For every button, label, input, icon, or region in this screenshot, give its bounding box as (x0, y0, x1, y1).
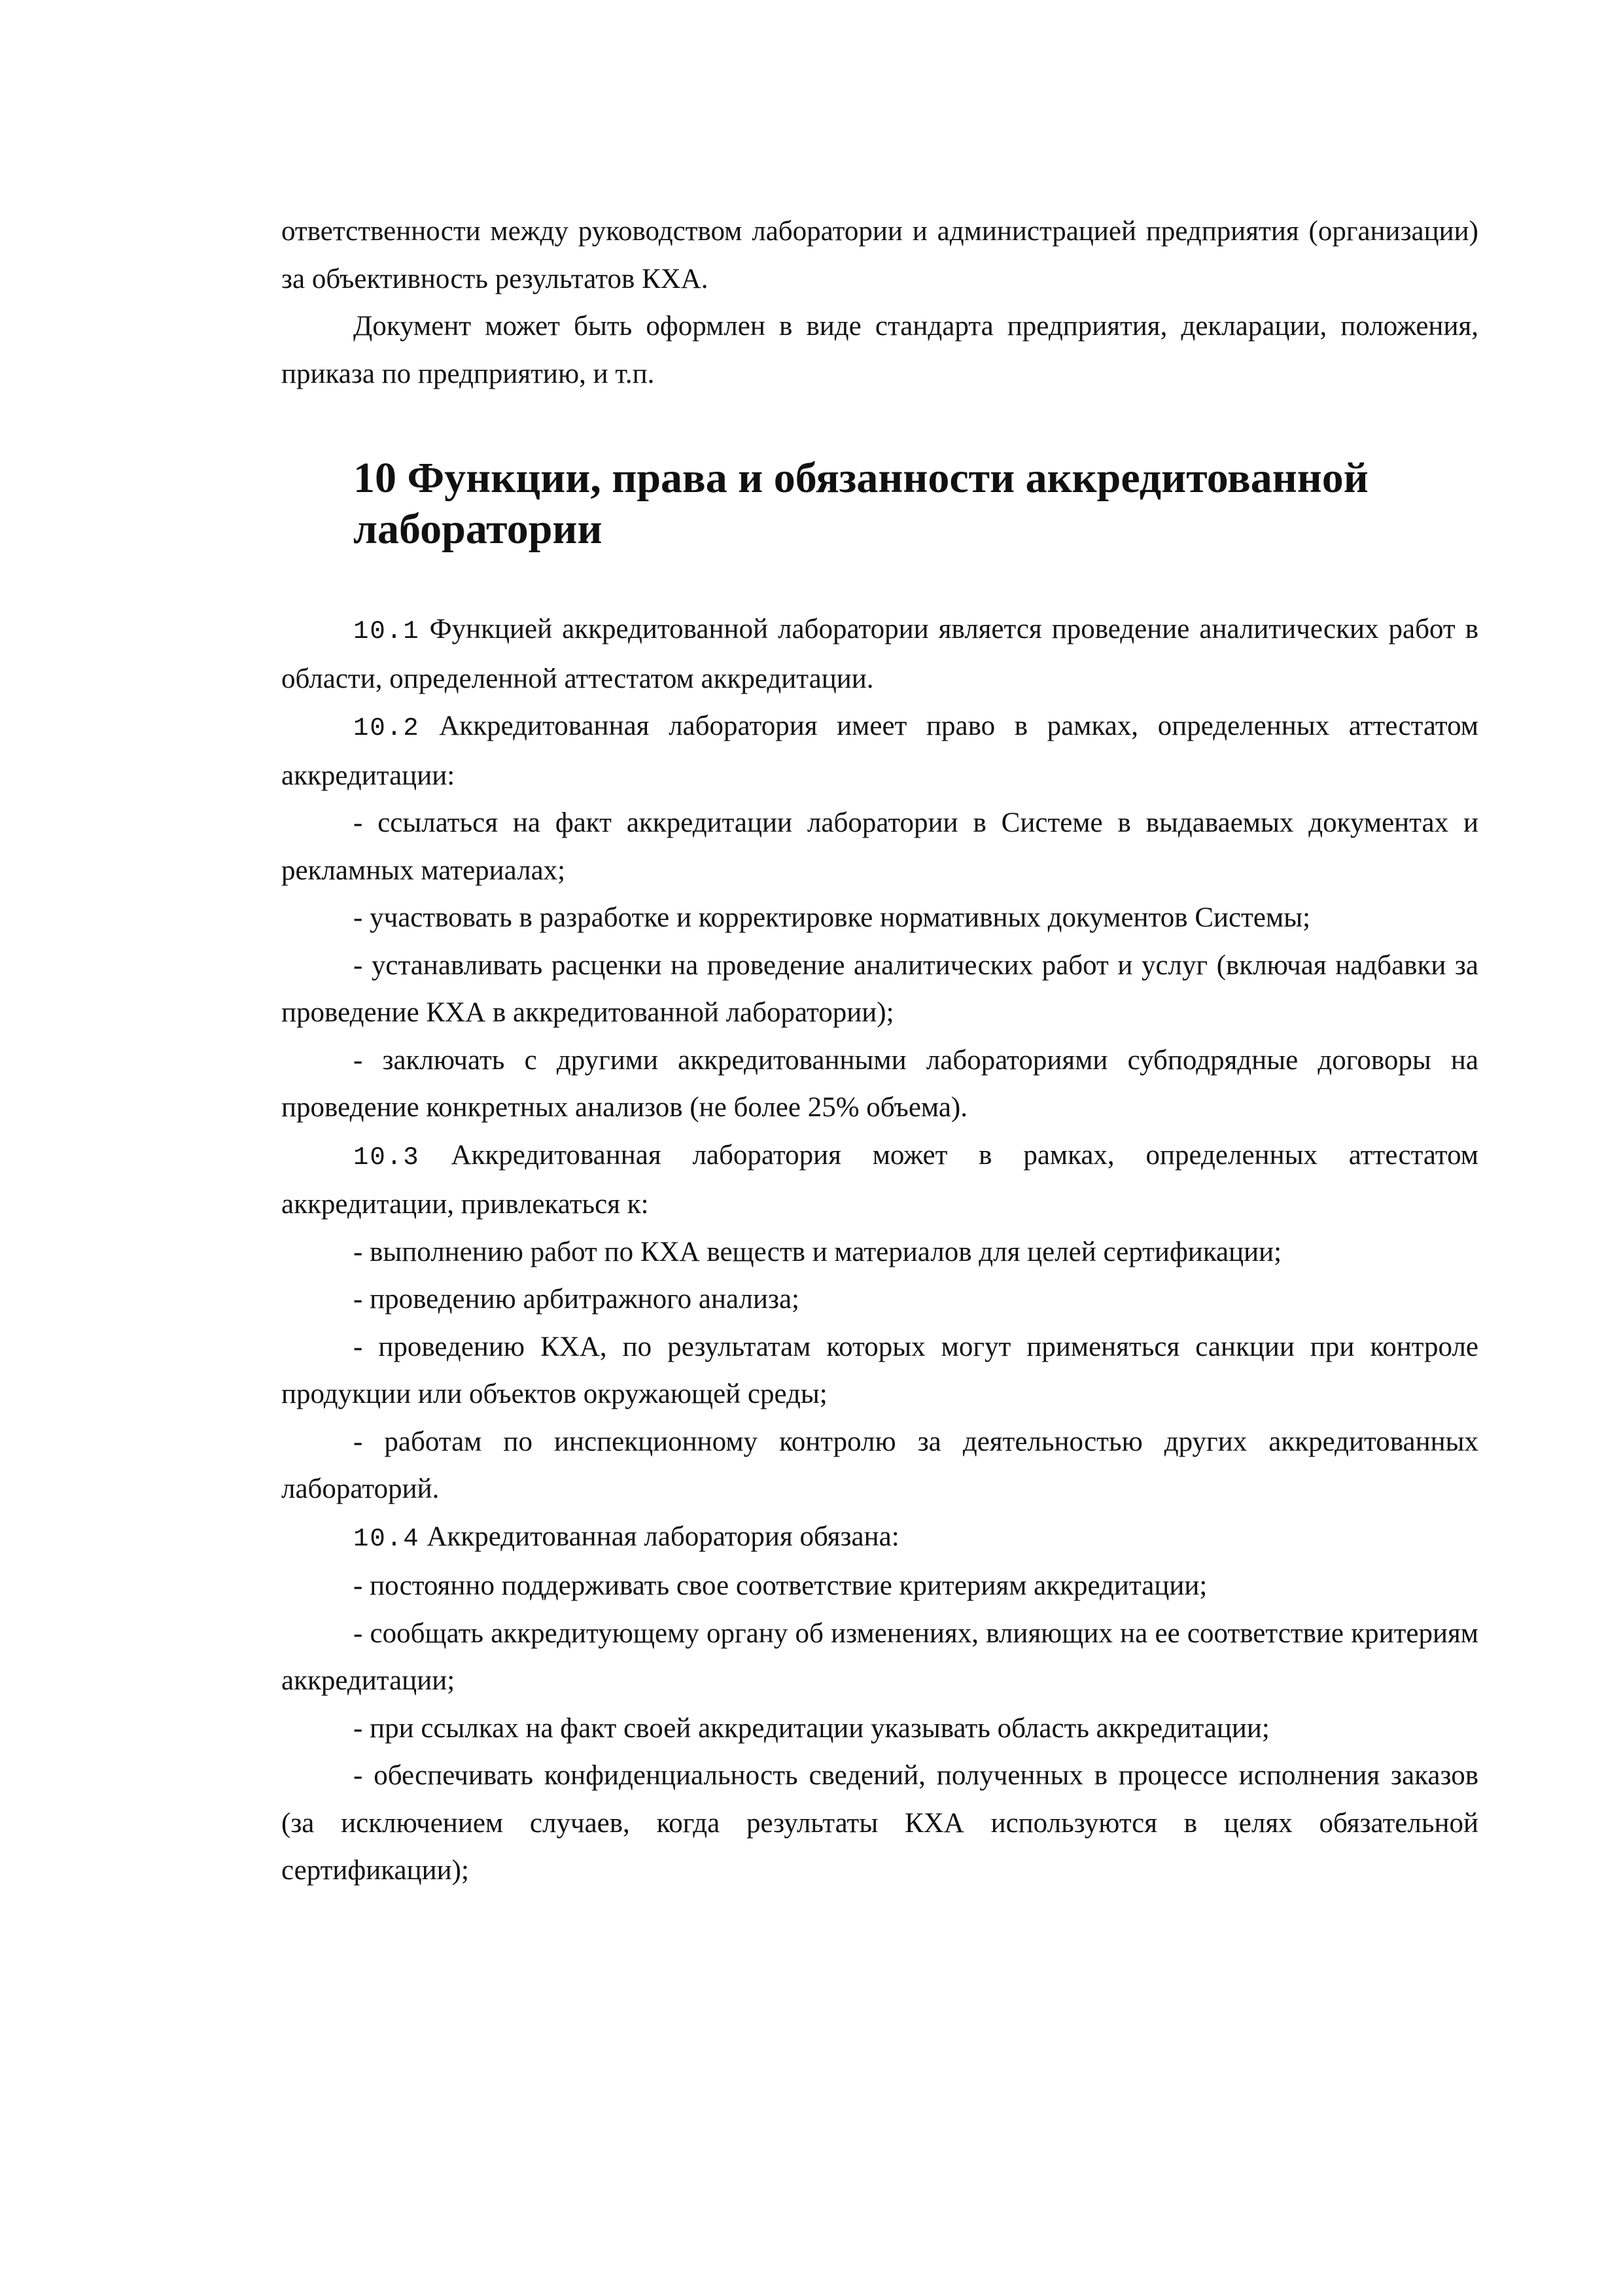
intro-paragraph: Документ может быть оформлен в виде стандарта предприятия, декларации, положения, приказа по предприятию, и т.п. (281, 311, 1478, 389)
list-item: - при ссылках на факт своей аккредитации указывать область аккредитации; (353, 1712, 1270, 1744)
list-item: - постоянно поддерживать свое соответствие критериям аккредитации; (353, 1570, 1208, 1601)
list-item: - заключать с другими аккредитованными лабораториями субподрядные договоры на проведение конкретных анализов (не более 25% объема). (281, 1044, 1478, 1123)
list-item: - работам по инспекционному контролю за деятельностью других аккредитованных лабораторий. (281, 1426, 1478, 1504)
intro-continuation: ответственности между руководством лаборатории и администрацией предприятия (организации) за объективность результатов КХА. (281, 216, 1478, 294)
clause-number: 10.1 (353, 617, 420, 646)
clause-number: 10.4 (353, 1524, 420, 1553)
list-item: - выполнению работ по КХА веществ и материалов для целей сертификации; (353, 1236, 1282, 1267)
clause-number: 10.2 (353, 714, 420, 743)
list-item: - ссылаться на факт аккредитации лаборатории в Системе в выдаваемых документах и рекламных материалах; (281, 807, 1478, 886)
list-item: - устанавливать расценки на проведение аналитических работ и услуг (включая надбавки за проведение КХА в аккредитованной лаборатории); (281, 949, 1478, 1028)
document-body (281, 208, 1478, 1895)
list-item: - обеспечивать конфиденциальность сведений, полученных в процессе исполнения заказов (за исключением случаев, когда результаты КХА используются в целях обязательной сертификации); (281, 1760, 1478, 1886)
clause-10-1 (281, 606, 1478, 703)
clause-number: 10.3 (353, 1142, 420, 1172)
list-item: - проведению арбитражного анализа; (353, 1284, 799, 1315)
list-item: - участвовать в разработке и корректировке нормативных документов Системы; (353, 902, 1311, 933)
clause-text: Аккредитованная лаборатория может в рамках, определенных аттестатом аккредитации, привлекаться к: (281, 1139, 1478, 1220)
list-item: - сообщать аккредитующему органу об изменениях, влияющих на ее соответствие критериям аккредитации; (281, 1617, 1478, 1696)
clause-text: Аккредитованная лаборатория имеет право в рамках, определенных аттестатом аккредитации: (281, 711, 1478, 791)
section-heading: 10 Функции, права и обязанности аккредитованной лаборатории (353, 454, 1369, 553)
list-item: - проведению КХА, по результатам которых могут применяться санкции при контроле продукции или объектов окружающей среды; (281, 1331, 1478, 1409)
clause-10-2 (281, 703, 1478, 800)
clause-text: Аккредитованная лаборатория обязана: (419, 1521, 899, 1552)
clause-10-4 (281, 1513, 1478, 1563)
clause-10-3 (281, 1132, 1478, 1229)
clause-text: Функцией аккредитованной лаборатории является проведение аналитических работ в области, определенной аттестатом аккредитации. (281, 614, 1478, 694)
